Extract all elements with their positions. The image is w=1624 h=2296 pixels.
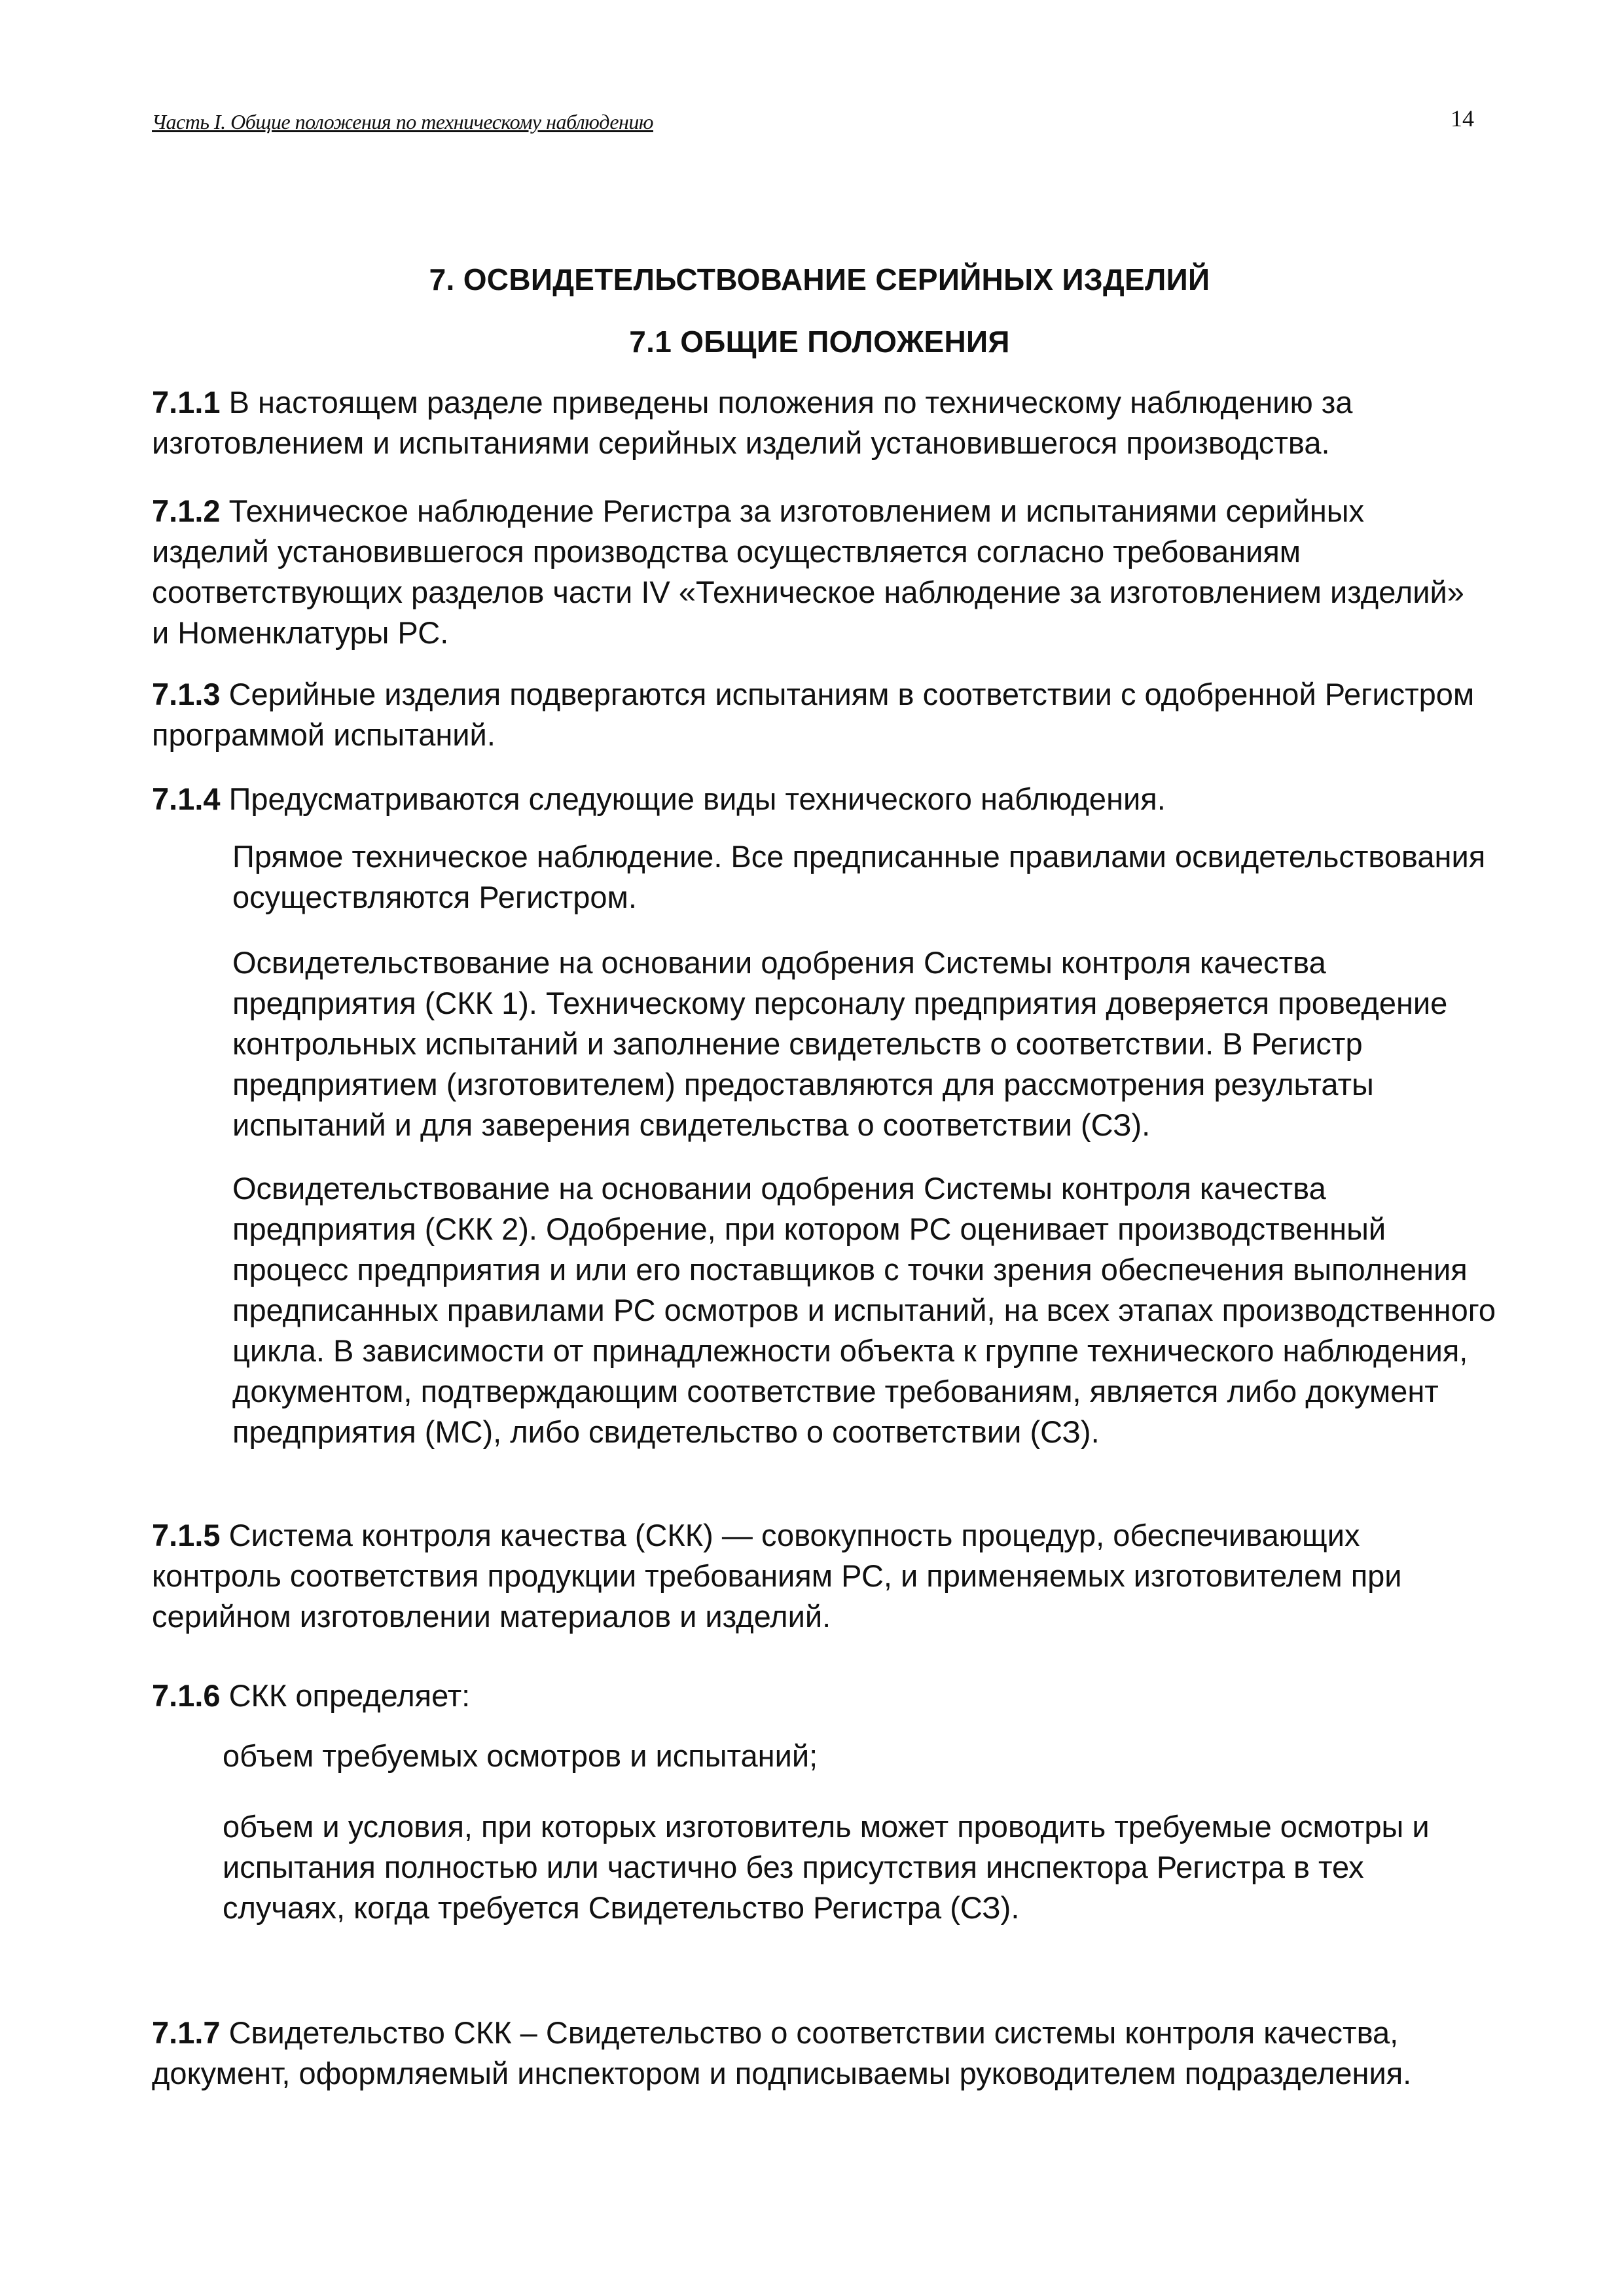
paragraph-7-1-7 <box>152 2013 1487 2094</box>
subsection-title: 7.1 ОБЩИЕ ПОЛОЖЕНИЯ <box>629 325 1010 359</box>
clause-text: В настоящем разделе приведены положения по техническому наблюдению за изготовлением и испытаниями серийных изделий установившегося производства. <box>152 385 1353 460</box>
list-item-conditions: объем и условия, при которых изготовитель может проводить требуемые осмотры и испытания полностью или частично без присутствия инспектора Регистра в тех случаях, когда требуется Свидетельство Регистра (СЗ). <box>223 1809 1430 1925</box>
paragraph-qms-1: Освидетельствование на основании одобрения Системы контроля качества предприятия (СКК 1). Техническому персоналу предприятия доверяется проведение контрольных испытаний и заполнение свидетельств о соответствии. В Регистр предприятием (изготовителем) предоставляются для рассмотрения результаты испытаний и для заверения свидетельства о соответствии (СЗ). <box>232 945 1448 1142</box>
page-number: 14 <box>1451 105 1474 132</box>
page-header <box>152 98 1474 144</box>
paragraph-qms-2: Освидетельствование на основании одобрения Системы контроля качества предприятия (СКК 2). Одобрение, при котором РС оценивает производственный процесс предприятия и или его поставщиков с точки зрения обеспечения выполнения предписанных правилами РС осмотров и испытаний, на всех этапах производственного цикла. В зависимости от принадлежности объекта к группе технического наблюдения, документом, подтверждающим соответствие требованиям, является либо документ предприятия (МС), либо свидетельство о соответствии (СЗ). <box>232 1171 1496 1449</box>
clause-number: 7.1.3 <box>152 677 221 711</box>
clause-text: Техническое наблюдение Регистра за изготовлением и испытаниями серийных изделий установившегося производства осуществляется согласно требованиям соответствующих разделов части IV «Техническое наблюдение за изготовлением изделий» и Номенклатуры РС. <box>152 493 1464 650</box>
clause-text: СКК определяет: <box>220 1678 471 1713</box>
clause-number: 7.1.4 <box>152 781 221 816</box>
clause-text: Серийные изделия подвергаются испытаниям в соответствии с одобренной Регистром программой испытаний. <box>152 677 1475 752</box>
clause-text: Свидетельство СКК – Свидетельство о соответствии системы контроля качества, документ, оформляемый инспектором и подписываемы руководителем подразделения. <box>152 2015 1412 2090</box>
clause-number: 7.1.1 <box>152 385 221 420</box>
paragraph-7-1-6 <box>152 1676 1487 1716</box>
paragraph-7-1-5 <box>152 1515 1487 1637</box>
paragraph-7-1-3 <box>152 674 1487 755</box>
clause-text: Предусматриваются следующие виды технического наблюдения. <box>220 781 1166 816</box>
list-item-scope: объем требуемых осмотров и испытаний; <box>223 1738 818 1773</box>
running-header-title: Часть I. Общие положения по техническому наблюдению <box>152 110 653 134</box>
section-title: 7. ОСВИДЕТЕЛЬСТВОВАНИЕ СЕРИЙНЫХ ИЗДЕЛИЙ <box>429 262 1210 296</box>
clause-number: 7.1.6 <box>152 1678 221 1713</box>
clause-number: 7.1.7 <box>152 2015 221 2050</box>
paragraph-7-1-4 <box>152 779 1487 819</box>
clause-number: 7.1.5 <box>152 1518 221 1552</box>
clause-number: 7.1.2 <box>152 493 221 528</box>
paragraph-7-1-1 <box>152 382 1487 463</box>
paragraph-direct-supervision: Прямое техническое наблюдение. Все предписанные правилами освидетельствования осуществляются Регистром. <box>232 839 1486 914</box>
paragraph-7-1-2 <box>152 491 1487 653</box>
clause-text: Система контроля качества (СКК) — совокупность процедур, обеспечивающих контроль соответствия продукции требованиям РС, и применяемых изготовителем при серийном изготовлении материалов и изделий. <box>152 1518 1402 1634</box>
